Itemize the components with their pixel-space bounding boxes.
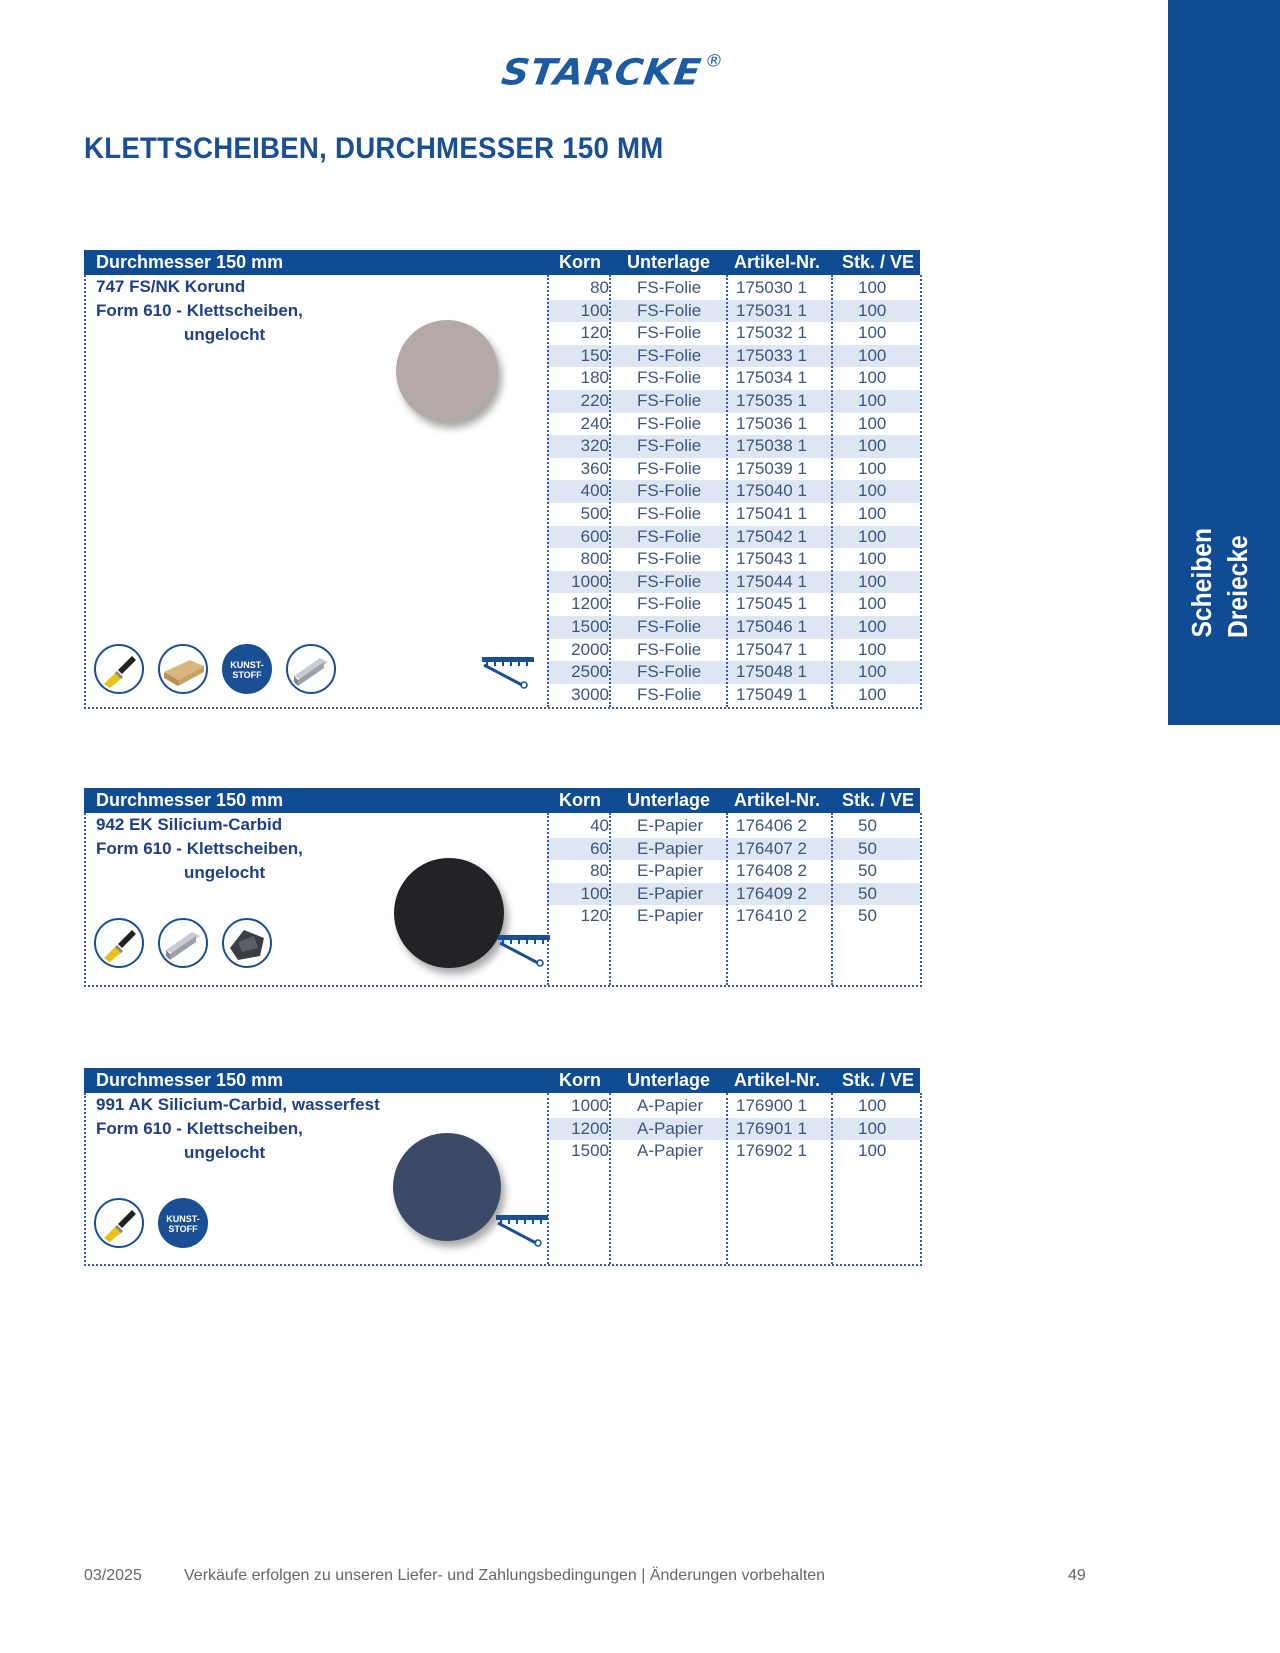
kunststoff-label: KUNST- STOFF [230,660,264,680]
product-form-detail: ungelocht [184,325,266,344]
table-row [547,503,920,526]
column-divider [726,275,728,707]
cell-artikel: 176409 2 [736,883,807,903]
cell-korn: 120 [580,906,609,926]
cell-korn: 3000 [571,684,609,704]
cell-artikel: 175031 1 [736,300,807,320]
header-diameter: Durchmesser 150 mm [96,252,284,272]
product-block-991 [84,1068,920,1264]
cell-stk: 100 [858,481,887,501]
cell-artikel: 176902 1 [736,1141,807,1161]
cell-unterlage: FS-Folie [637,504,702,523]
cell-unterlage: FS-Folie [637,391,702,410]
cell-artikel: 176407 2 [736,838,807,858]
cell-artikel: 175040 1 [736,481,807,501]
cell-korn: 2500 [571,662,609,682]
table-row [547,435,920,458]
table-body [84,275,922,709]
cell-artikel: 175047 1 [736,639,807,659]
rake-icon [482,655,534,694]
cell-stk: 50 [858,838,877,858]
column-divider [831,813,833,985]
cell-korn: 1200 [571,594,609,614]
column-divider [609,1093,611,1264]
cell-korn: 400 [580,481,609,501]
cell-unterlage: FS-Folie [637,458,702,478]
footer-page-number: 49 [1068,1567,1086,1584]
product-form-detail: ungelocht [184,863,266,882]
cell-stk: 100 [858,594,887,614]
table-header [84,788,920,813]
cell-artikel: 175033 1 [736,345,807,365]
cell-artikel: 175044 1 [736,571,807,591]
cell-korn: 1000 [571,571,609,591]
cell-stk: 100 [858,662,887,682]
table-row [547,345,920,368]
cell-stk: 100 [858,571,887,591]
cell-artikel: 175041 1 [736,504,807,523]
table-row [547,322,920,345]
cell-artikel: 175048 1 [736,662,807,682]
product-block-942 [84,788,920,985]
column-divider [831,1093,833,1264]
header-korn: Korn [559,252,601,272]
header-korn: Korn [559,790,601,810]
cell-korn: 60 [590,838,609,858]
side-tab [1168,0,1280,725]
cell-unterlage: FS-Folie [637,345,702,365]
brush-icon [94,644,144,694]
table-row [547,458,920,481]
table-row [547,1118,920,1141]
cell-stk: 100 [858,391,887,410]
cell-unterlage: FS-Folie [637,684,702,704]
header-stk: Stk. / VE [842,1070,915,1090]
cell-unterlage: E-Papier [637,816,704,835]
cell-korn: 500 [580,504,609,523]
brush-icon [94,918,144,968]
table-row [547,593,920,616]
header-stk: Stk. / VE [842,252,915,272]
cell-artikel: 175034 1 [736,368,807,388]
cell-stk: 100 [858,504,887,523]
cell-korn: 180 [580,368,609,388]
cell-stk: 100 [858,684,887,704]
cell-stk: 100 [858,323,887,343]
cell-unterlage: FS-Folie [637,278,702,297]
logo-text: STARCKE [499,51,705,93]
cell-artikel: 175035 1 [736,391,807,410]
kunststoff-icon [158,1198,208,1248]
cell-korn: 1000 [571,1096,609,1115]
product-form: Form 610 - Klettscheiben, [96,1119,303,1138]
product-block-747 [84,250,920,707]
cell-stk: 50 [858,906,877,926]
cell-artikel: 175039 1 [736,458,807,478]
side-tab-line2: Dreiecke [1222,535,1253,638]
table-row [547,367,920,390]
cell-artikel: 175045 1 [736,594,807,614]
product-form-detail: ungelocht [184,1143,266,1162]
cell-stk: 100 [858,549,887,569]
cell-unterlage: FS-Folie [637,323,702,343]
starcke-logo [499,51,725,93]
sanding-disc-image [394,858,504,968]
table-header [84,1068,920,1093]
logo-registered-mark: ® [703,51,726,72]
cell-korn: 40 [590,816,609,835]
cell-stk: 100 [858,413,887,433]
cell-unterlage: FS-Folie [637,549,702,569]
header-korn: Korn [559,1070,601,1090]
table-row [547,684,920,707]
cell-korn: 220 [580,391,609,410]
table-header [84,250,920,275]
rake-icon [496,1213,548,1252]
cell-unterlage: E-Papier [637,838,704,858]
table-row [547,548,920,571]
table-row [547,661,920,684]
cell-korn: 320 [580,436,609,456]
cell-korn: 1500 [571,1141,609,1161]
cell-unterlage: FS-Folie [637,436,702,456]
side-tab-line1: Scheiben [1186,527,1217,638]
column-divider [726,1093,728,1264]
cell-korn: 600 [580,526,609,546]
table-row [547,571,920,594]
header-diameter: Durchmesser 150 mm [96,790,284,810]
rake-icon [498,933,550,972]
table-row [547,1140,920,1163]
table-row [547,277,920,300]
table-row [547,883,920,906]
cell-stk: 100 [858,639,887,659]
brush-icon [94,1198,144,1248]
table-row [547,1095,920,1118]
cell-unterlage: FS-Folie [637,526,702,546]
cell-artikel: 176901 1 [736,1118,807,1138]
cell-unterlage: A-Papier [637,1096,704,1115]
cell-korn: 80 [590,861,609,881]
cell-unterlage: E-Papier [637,861,704,881]
cell-artikel: 175043 1 [736,549,807,569]
cell-unterlage: FS-Folie [637,662,702,682]
cell-unterlage: FS-Folie [637,617,702,636]
cell-stk: 50 [858,861,877,881]
footer-date: 03/2025 [84,1567,142,1584]
kunststoff-icon [222,644,272,694]
cell-stk: 100 [858,368,887,388]
cell-korn: 150 [580,345,609,365]
cell-stk: 100 [858,278,887,297]
table-row [547,860,920,883]
product-form: Form 610 - Klettscheiben, [96,839,303,858]
cell-korn: 1200 [571,1118,609,1138]
cell-stk: 100 [858,345,887,365]
wood-icon [158,644,208,694]
cell-unterlage: FS-Folie [637,639,702,659]
table-row [547,526,920,549]
header-stk: Stk. / VE [842,790,915,810]
column-divider [831,275,833,707]
table-row [547,838,920,861]
cell-korn: 100 [580,883,609,903]
header-unterlage: Unterlage [627,1070,711,1090]
cell-stk: 50 [858,816,877,835]
table-body [84,1093,922,1266]
sanding-disc-image [393,1133,501,1241]
table-row [547,815,920,838]
header-unterlage: Unterlage [627,252,711,272]
product-name: 747 FS/NK Korund [96,277,246,296]
header-artikel: Artikel-Nr. [734,790,821,810]
cell-unterlage: E-Papier [637,906,704,926]
table-row [547,390,920,413]
column-divider [609,813,611,985]
cell-artikel: 175042 1 [736,526,807,546]
table-row [547,300,920,323]
product-name: 991 AK Silicium-Carbid, wasserfest [96,1095,380,1114]
cell-stk: 100 [858,1096,887,1115]
footer-note: Verkäufe erfolgen zu unseren Liefer- und Zahlungsbedingungen | Änderungen vorbehalten [184,1567,826,1584]
cell-artikel: 175036 1 [736,413,807,433]
steel-beam-icon [286,644,336,694]
cell-stk: 100 [858,1118,887,1138]
table-body [84,813,922,987]
cell-artikel: 175038 1 [736,436,807,456]
table-row [547,639,920,662]
header-artikel: Artikel-Nr. [734,252,821,272]
cell-unterlage: FS-Folie [637,571,702,591]
cell-stk: 100 [858,300,887,320]
cell-artikel: 176410 2 [736,906,807,926]
cell-stk: 100 [858,1141,887,1161]
cell-korn: 800 [580,549,609,569]
cell-unterlage: A-Papier [637,1118,704,1138]
header-artikel: Artikel-Nr. [734,1070,821,1090]
sanding-disc-image [396,320,498,422]
product-form: Form 610 - Klettscheiben, [96,301,303,320]
cell-unterlage: A-Papier [637,1141,704,1161]
cell-artikel: 175049 1 [736,684,807,704]
table-row [547,616,920,639]
cell-unterlage: FS-Folie [637,413,702,433]
cell-unterlage: FS-Folie [637,300,702,320]
column-divider [609,275,611,707]
cell-artikel: 175032 1 [736,323,807,343]
cell-unterlage: FS-Folie [637,594,702,614]
cell-korn: 2000 [571,639,609,659]
table-row [547,905,920,928]
cell-artikel: 176900 1 [736,1096,807,1115]
page-title: KLETTSCHEIBEN, DURCHMESSER 150 MM [84,132,664,165]
cell-artikel: 176406 2 [736,816,807,835]
table-row [547,413,920,436]
cell-artikel: 175030 1 [736,278,807,297]
cell-unterlage: FS-Folie [637,481,702,501]
header-diameter: Durchmesser 150 mm [96,1070,284,1090]
stone-icon [222,918,272,968]
cell-korn: 1500 [571,617,609,636]
cell-stk: 100 [858,458,887,478]
cell-stk: 100 [858,436,887,456]
cell-stk: 50 [858,883,877,903]
cell-korn: 120 [580,323,609,343]
cell-stk: 100 [858,526,887,546]
kunststoff-label: KUNST- STOFF [166,1214,200,1234]
steel-beam-icon [158,918,208,968]
cell-korn: 240 [580,413,609,433]
column-divider [726,813,728,985]
cell-korn: 100 [580,300,609,320]
cell-artikel: 176408 2 [736,861,807,881]
cell-korn: 360 [580,458,609,478]
cell-stk: 100 [858,617,887,636]
header-unterlage: Unterlage [627,790,711,810]
cell-artikel: 175046 1 [736,617,807,636]
cell-korn: 80 [590,278,609,297]
cell-unterlage: E-Papier [637,883,704,903]
cell-unterlage: FS-Folie [637,368,702,388]
column-divider [547,275,549,707]
product-name: 942 EK Silicium-Carbid [96,815,283,834]
table-row [547,480,920,503]
